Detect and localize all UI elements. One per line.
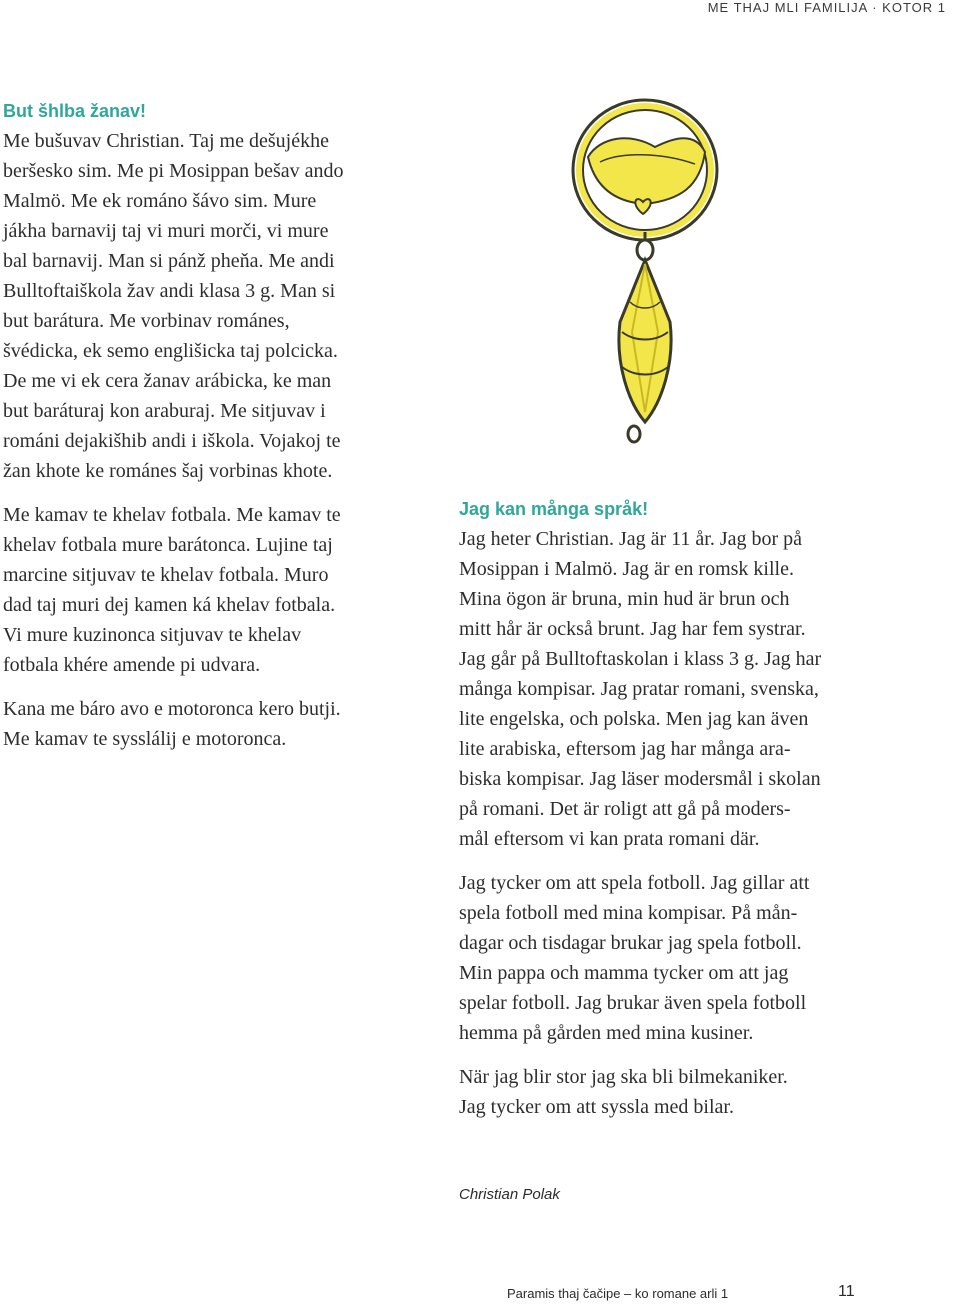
text-line: švédicka, ek semo englišicka taj polcicka. [3,340,338,362]
text-line: lite arabiska, eftersom jag har många ara- [459,738,791,760]
romani-paragraph-1 [3,126,395,486]
romani-paragraph-3 [3,694,395,754]
text-line: hemma på gården med mina kusiner. [459,1022,754,1044]
swedish-paragraph-3 [459,1062,879,1122]
text-line: Me kamav te khelav fotbala. Me kamav te [3,504,341,526]
footer-book-title: Paramis thaj čačipe – ko romane arli 1 [507,1286,729,1301]
text-line: Me bušuvav Christian. Taj me dešujékhe [3,130,329,152]
text-line: mitt hår är också brunt. Jag har fem systrar. [459,618,806,640]
text-line: Vi mure kuzinonca sitjuvav te khelav [3,624,302,646]
text-line: Kana me báro avo e motoronca kero butji. [3,698,341,720]
text-line: När jag blir stor jag ska bli bilmekaniker. [459,1066,788,1088]
text-line: många kompisar. Jag pratar romani, svenska, [459,678,819,700]
romani-heading: But šhlba žanav! [3,101,147,121]
text-line: dagar och tisdagar brukar jag spela fotboll. [459,932,802,954]
text-line: mål eftersom vi kan prata romani där. [459,828,760,850]
text-line: dad taj muri dej kamen ká khelav fotbala. [3,594,336,616]
swedish-text-column [459,496,879,1136]
romani-text-column [3,98,395,768]
text-line: Jag heter Christian. Jag är 11 år. Jag bor på [459,528,803,550]
text-line: på romani. Det är roligt att gå på moders- [459,798,791,820]
text-line: khelav fotbala mure barátonca. Lujine taj [3,534,333,556]
swedish-heading: Jag kan många språk! [459,499,649,519]
text-line: beršesko sim. Me pi Mosippan bešav ando [3,160,344,182]
text-line: Mosippan i Malmö. Jag är en romsk kille. [459,558,794,580]
text-line: Bulltoftaiškola žav andi klasa 3 g. Man si [3,280,336,302]
text-line: marcine sitjuvav te khelav fotbala. Muro [3,564,329,586]
text-line: De me vi ek cera žanav arábicka, ke man [3,370,332,392]
page-number: 11 [838,1283,855,1300]
text-line: žan khote ke románes šaj vorbinas khote. [3,460,333,482]
text-line: Mina ögon är bruna, min hud är brun och [459,588,790,610]
text-line: Jag går på Bulltoftaskolan i klass 3 g. Jag har [459,648,822,670]
text-line: Jag tycker om att syssla med bilar. [459,1096,734,1118]
romani-paragraph-2 [3,500,395,680]
text-line: but barátura. Me vorbinav románes, [3,310,290,332]
text-line: lite engelska, och polska. Men jag kan även [459,708,809,730]
text-line: románi dejakišhib andi i iškola. Vojakoj te [3,430,341,452]
text-line: Me kamav te sysslálij e motoronca. [3,728,287,750]
text-line: fotbala khére amende pi udvara. [3,654,261,676]
text-line: spela fotboll med mina kompisar. På mån- [459,902,798,924]
text-line: spelar fotboll. Jag brukar även spela fotboll [459,992,807,1014]
pendant-drawing-icon [560,92,730,447]
author-name: Christian Polak [459,1186,560,1203]
running-header: ME THAJ MLI FAMILIJA · KOTOR 1 [707,0,946,15]
text-line: Malmö. Me ek románo šávo sim. Mure [3,190,317,212]
text-line: Jag tycker om att spela fotboll. Jag gillar att [459,872,810,894]
text-line: Min pappa och mamma tycker om att jag [459,962,789,984]
text-line: bal barnavij. Man si pánž pheňa. Me andi [3,250,335,272]
swedish-paragraph-1 [459,524,879,854]
text-line: jákha barnavij taj vi muri morči, vi mure [3,220,329,242]
text-line: biska kompisar. Jag läser modersmål i skolan [459,768,821,790]
text-line: but baráturaj kon araburaj. Me sitjuvav i [3,400,326,422]
swedish-paragraph-2 [459,868,879,1048]
